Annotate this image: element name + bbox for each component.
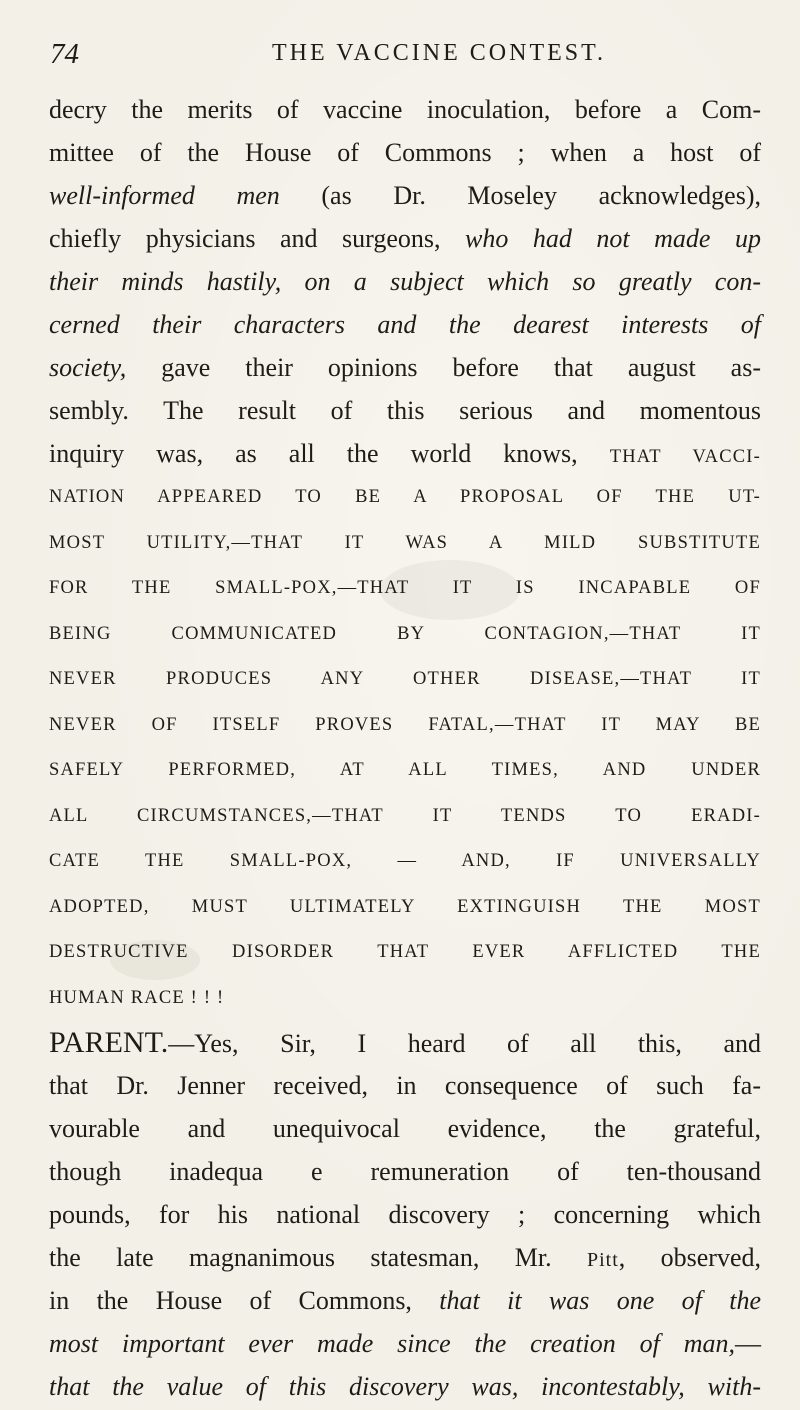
text-line xyxy=(49,748,761,794)
italic-text: who had not made up xyxy=(465,224,761,253)
italic-text: that it was one of the xyxy=(439,1286,761,1315)
text-line xyxy=(49,566,761,612)
text-segment: pounds, for his national discovery ; concerning which xyxy=(49,1200,761,1229)
italic-text: well-informed men xyxy=(49,181,280,210)
text-segment: the late magnanimous statesman, Mr. xyxy=(49,1243,587,1272)
text-line xyxy=(49,1279,761,1322)
text-segment: Pitt xyxy=(586,1249,619,1271)
text-segment: DESTRUCTIVE DISORDER THAT EVER AFFLICTED THE xyxy=(49,942,761,962)
text-segment: HUMAN RACE ! ! ! xyxy=(49,987,225,1008)
text-line xyxy=(49,930,761,976)
text-segment: MOST UTILITY,—THAT IT WAS A MILD SUBSTITUTE xyxy=(49,532,761,553)
text-line xyxy=(49,976,761,1022)
text-line xyxy=(49,794,761,840)
text-line xyxy=(49,174,761,217)
text-segment: ADOPTED, MUST ULTIMATELY EXTINGUISH THE MOST xyxy=(49,896,761,917)
text-line xyxy=(49,432,761,475)
italic-text: their minds hastily, on a subject which so greatly con- xyxy=(49,267,761,296)
text-line xyxy=(49,1021,761,1064)
text-segment: gave their opinions before that august as- xyxy=(126,353,761,382)
text-segment: in the House of Commons, xyxy=(49,1286,440,1315)
text-line xyxy=(49,1236,761,1279)
text-line xyxy=(49,303,761,346)
text-line xyxy=(49,131,761,174)
italic-text: cerned their characters and the dearest interests of xyxy=(49,310,761,339)
running-head: THE VACCINE CONTEST. xyxy=(272,40,607,66)
text-line xyxy=(49,475,761,521)
text-segment: NEVER OF ITSELF PROVES FATAL,—THAT IT MAY BE xyxy=(49,714,761,735)
text-segment: BEING COMMUNICATED BY CONTAGION,—THAT IT xyxy=(49,623,761,644)
text-segment: (as Dr. Moseley acknowledges), xyxy=(279,181,762,210)
text-segment: inquiry was, as all the world knows, xyxy=(49,439,610,468)
text-segment: vourable and unequivocal evidence, the grateful, xyxy=(49,1114,761,1143)
text-segment: chiefly physicians and surgeons, xyxy=(49,224,466,253)
text-segment: NEVER PRODUCES ANY OTHER DISEASE,—THAT IT xyxy=(49,669,761,689)
text-segment: — xyxy=(735,1329,761,1358)
text-segment: THAT VACCI- xyxy=(609,447,761,467)
text-segment: SAFELY PERFORMED, AT ALL TIMES, AND UNDER xyxy=(49,760,761,780)
text-line xyxy=(49,1150,761,1193)
text-segment: NATION APPEARED TO BE A PROPOSAL OF THE UT- xyxy=(49,487,761,507)
italic-text: most important ever made since the creation of man, xyxy=(49,1329,735,1358)
text-segment: FOR THE SMALL-POX,—THAT IT IS INCAPABLE OF xyxy=(49,578,761,598)
italic-text: that the value of this discovery was, incontestably, with- xyxy=(49,1372,761,1401)
text-segment: that Dr. Jenner received, in consequence of such fa- xyxy=(49,1071,761,1100)
text-line xyxy=(49,217,761,260)
text-line xyxy=(49,1193,761,1236)
page-header xyxy=(50,38,750,78)
text-segment: —Yes, Sir, I heard of all this, and xyxy=(168,1029,761,1058)
text-segment: ALL CIRCUMSTANCES,—THAT IT TENDS TO ERADI- xyxy=(49,805,761,826)
text-line xyxy=(49,885,761,931)
text-line xyxy=(49,839,761,885)
body-text xyxy=(49,88,761,1408)
text-line xyxy=(49,657,761,703)
text-segment: CATE THE SMALL-POX, — AND, IF UNIVERSALLY xyxy=(49,851,761,871)
text-segment: decry the merits of vaccine inoculation, before a Com- xyxy=(49,95,761,124)
italic-text: society, xyxy=(49,353,127,382)
text-line xyxy=(49,703,761,749)
page-number: 74 xyxy=(50,38,79,70)
text-line xyxy=(49,612,761,658)
text-segment: , observed, xyxy=(618,1243,762,1272)
text-segment: sembly. The result of this serious and momentous xyxy=(49,396,761,425)
text-segment: mittee of the House of Commons ; when a host of xyxy=(49,138,761,167)
text-line xyxy=(49,389,761,432)
text-line xyxy=(49,1322,761,1365)
text-line xyxy=(49,1064,761,1107)
text-segment: PARENT. xyxy=(49,1026,169,1059)
text-line xyxy=(49,1107,761,1150)
text-line xyxy=(49,346,761,389)
text-line xyxy=(49,260,761,303)
text-line xyxy=(49,1365,761,1408)
text-line xyxy=(49,521,761,567)
text-segment: though inadequa e remuneration of ten-thousand xyxy=(49,1157,761,1186)
text-line xyxy=(49,88,761,131)
